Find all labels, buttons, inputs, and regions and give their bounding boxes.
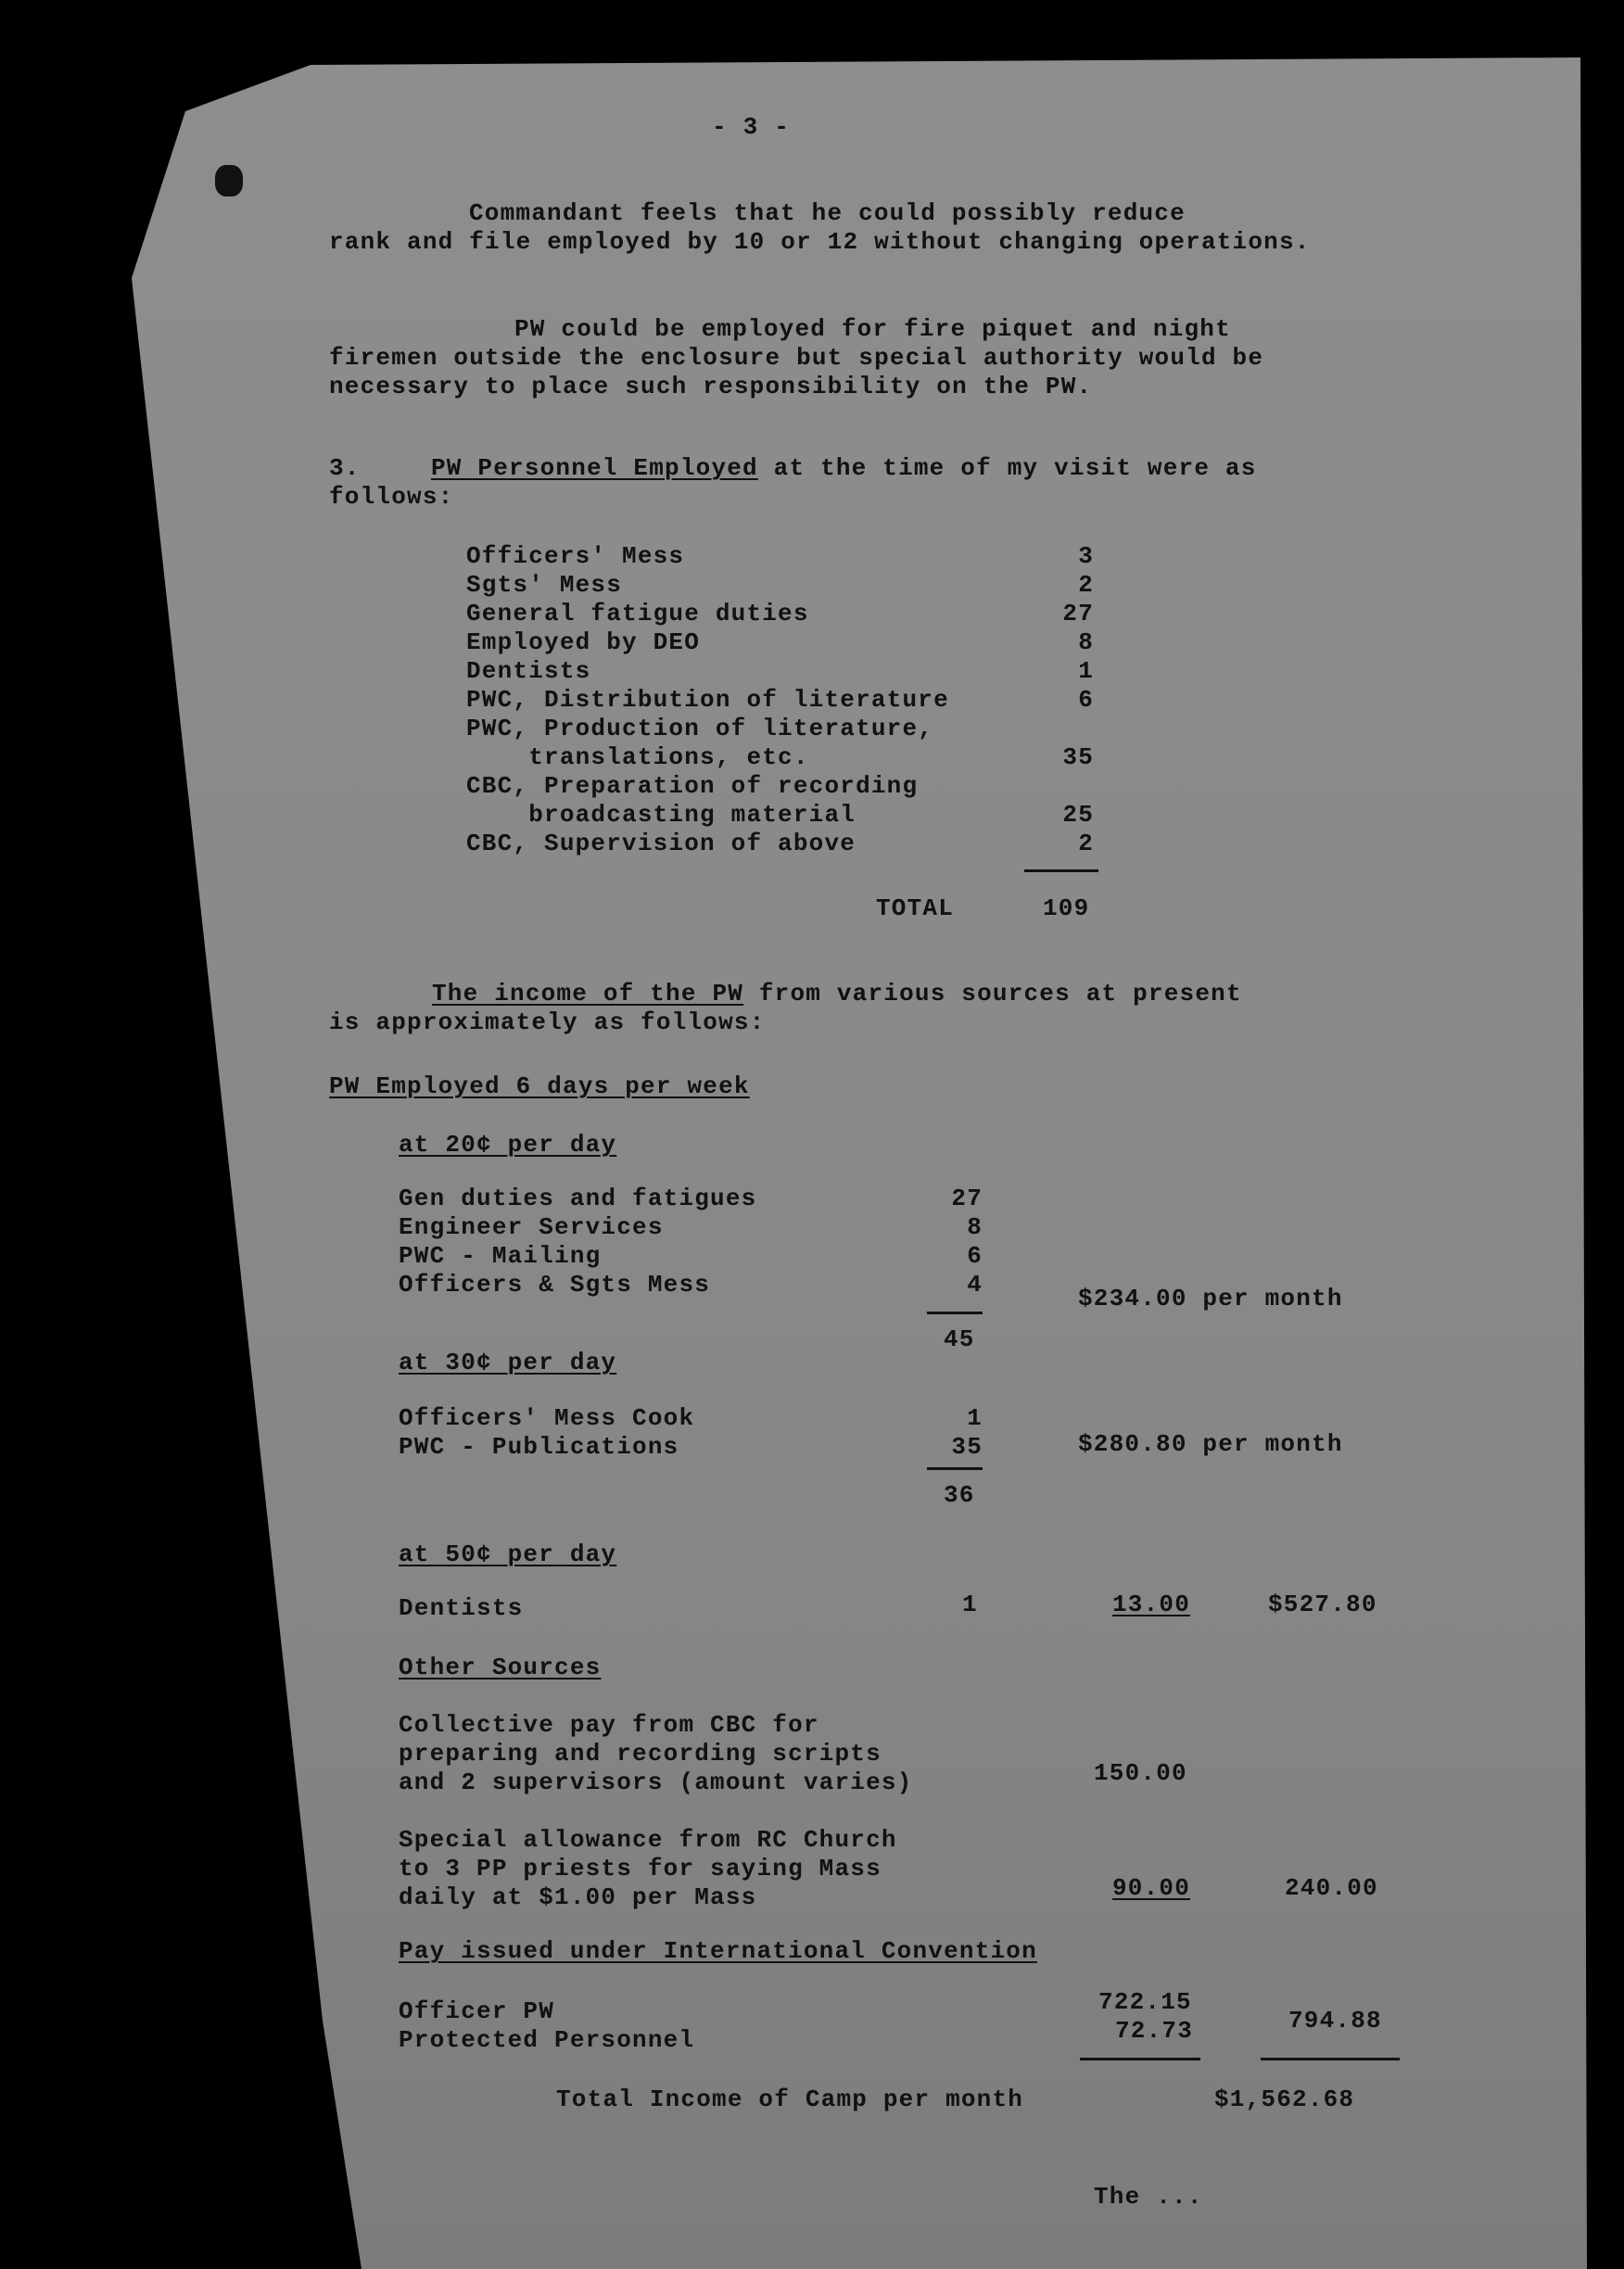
rate-20-label: Gen duties and fatigues bbox=[399, 1185, 757, 1212]
personnel-label: Dentists bbox=[466, 657, 591, 685]
grand-total-label: Total Income of Camp per month bbox=[556, 2085, 1024, 2113]
personnel-label: Sgts' Mess bbox=[466, 571, 623, 599]
grand-total-value: $1,562.68 bbox=[1214, 2085, 1355, 2113]
rate-20-amount: $234.00 per month bbox=[1078, 1285, 1343, 1312]
rate-50-label: Dentists bbox=[399, 1594, 524, 1622]
rate-20-subtotal: 45 bbox=[944, 1325, 975, 1353]
other-item-2-line: Special allowance from RC Church bbox=[399, 1826, 897, 1854]
convention-amount: 72.73 bbox=[1115, 2017, 1194, 2045]
rate-30-count: 35 bbox=[951, 1433, 983, 1461]
rate-20-label: Officers & Sgts Mess bbox=[399, 1271, 711, 1299]
rate-50-group-total: $527.80 bbox=[1268, 1591, 1377, 1618]
convention-amount: 722.15 bbox=[1098, 1988, 1192, 2016]
rate-50-amount: 13.00 bbox=[1112, 1591, 1191, 1618]
employed-heading: PW Employed 6 days per week bbox=[329, 1072, 750, 1100]
rate-20-rule bbox=[927, 1312, 983, 1314]
personnel-label: PWC, Distribution of literature bbox=[466, 686, 949, 714]
convention-group-total: 794.88 bbox=[1288, 2007, 1382, 2034]
rate-20-heading: at 20¢ per day bbox=[399, 1131, 617, 1159]
section-heading: PW Personnel Employed bbox=[431, 454, 758, 482]
rate-30-label: PWC - Publications bbox=[399, 1433, 679, 1461]
total-rule bbox=[1024, 869, 1098, 872]
total-value: 109 bbox=[1043, 894, 1090, 922]
paragraph-2-line-3: necessary to place such responsibility on the PW. bbox=[329, 373, 1093, 400]
rate-20-count: 8 bbox=[967, 1213, 983, 1241]
income-intro-heading: The income of the PW bbox=[432, 980, 744, 1008]
rate-20-count: 27 bbox=[951, 1185, 983, 1212]
convention-label: Protected Personnel bbox=[399, 2026, 695, 2054]
personnel-label: General fatigue duties bbox=[466, 600, 809, 627]
edge-mark bbox=[215, 165, 243, 196]
other-item-2-line: to 3 PP priests for saying Mass bbox=[399, 1855, 882, 1882]
other-item-1-line: Collective pay from CBC for bbox=[399, 1711, 819, 1739]
personnel-value: 27 bbox=[1062, 600, 1094, 627]
rate-30-amount: $280.80 per month bbox=[1078, 1430, 1343, 1458]
other-item-1-amount: 150.00 bbox=[1094, 1759, 1187, 1787]
rate-30-rule bbox=[927, 1467, 983, 1470]
convention-label: Officer PW bbox=[399, 1997, 555, 2025]
rate-30-label: Officers' Mess Cook bbox=[399, 1404, 695, 1432]
personnel-value: 1 bbox=[1078, 657, 1094, 685]
personnel-value: 25 bbox=[1062, 801, 1094, 829]
rate-50-count: 1 bbox=[962, 1591, 978, 1618]
personnel-value: 2 bbox=[1078, 830, 1094, 857]
other-item-2-amount: 90.00 bbox=[1112, 1874, 1191, 1902]
other-sources-heading: Other Sources bbox=[399, 1654, 602, 1681]
footer-catchword: The ... bbox=[1094, 2183, 1203, 2211]
income-intro-rest: from various sources at present bbox=[743, 980, 1242, 1008]
other-item-2-line: daily at $1.00 per Mass bbox=[399, 1883, 757, 1911]
rate-50-heading: at 50¢ per day bbox=[399, 1540, 617, 1568]
rate-30-heading: at 30¢ per day bbox=[399, 1349, 617, 1376]
convention-rule bbox=[1080, 2058, 1200, 2060]
personnel-label: Officers' Mess bbox=[466, 542, 685, 570]
section-line-2: follows: bbox=[329, 483, 454, 511]
convention-heading: Pay issued under International Convention bbox=[399, 1937, 1037, 1965]
personnel-value: 8 bbox=[1078, 628, 1094, 656]
personnel-label: broadcasting material bbox=[466, 801, 856, 829]
paragraph-2-line-1: PW could be employed for fire piquet and night bbox=[514, 315, 1231, 343]
paragraph-2-line-2: firemen outside the enclosure but special authority would be bbox=[329, 344, 1264, 372]
personnel-value: 3 bbox=[1078, 542, 1094, 570]
grand-total-rule bbox=[1261, 2058, 1400, 2060]
rate-20-count: 6 bbox=[967, 1242, 983, 1270]
income-intro-line-1 bbox=[432, 980, 1242, 1008]
personnel-value: 2 bbox=[1078, 571, 1094, 599]
rate-20-label: PWC - Mailing bbox=[399, 1242, 602, 1270]
total-label: TOTAL bbox=[876, 894, 955, 922]
section-heading-line bbox=[431, 454, 1257, 483]
income-intro-line-2: is approximately as follows: bbox=[329, 1008, 766, 1036]
other-item-2-group-total: 240.00 bbox=[1285, 1874, 1378, 1902]
rate-20-label: Engineer Services bbox=[399, 1213, 664, 1241]
rate-20-count: 4 bbox=[967, 1271, 983, 1299]
personnel-value: 35 bbox=[1062, 743, 1094, 771]
personnel-value: 6 bbox=[1078, 686, 1094, 714]
section-heading-rest: at the time of my visit were as bbox=[757, 454, 1257, 482]
personnel-label: CBC, Supervision of above bbox=[466, 830, 856, 857]
page-number: - 3 - bbox=[712, 113, 791, 141]
personnel-label: translations, etc. bbox=[466, 743, 809, 771]
rate-30-count: 1 bbox=[967, 1404, 983, 1432]
other-item-1-line: and 2 supervisors (amount varies) bbox=[399, 1768, 913, 1796]
rate-30-subtotal: 36 bbox=[944, 1481, 975, 1509]
personnel-label: CBC, Preparation of recording bbox=[466, 772, 919, 800]
personnel-label: Employed by DEO bbox=[466, 628, 701, 656]
other-item-1-line: preparing and recording scripts bbox=[399, 1740, 882, 1768]
paragraph-1-line-1: Commandant feels that he could possibly reduce bbox=[469, 199, 1186, 227]
personnel-label: PWC, Production of literature, bbox=[466, 715, 934, 742]
section-number: 3. bbox=[329, 454, 361, 482]
paragraph-1-line-2: rank and file employed by 10 or 12 without changing operations. bbox=[329, 228, 1311, 256]
